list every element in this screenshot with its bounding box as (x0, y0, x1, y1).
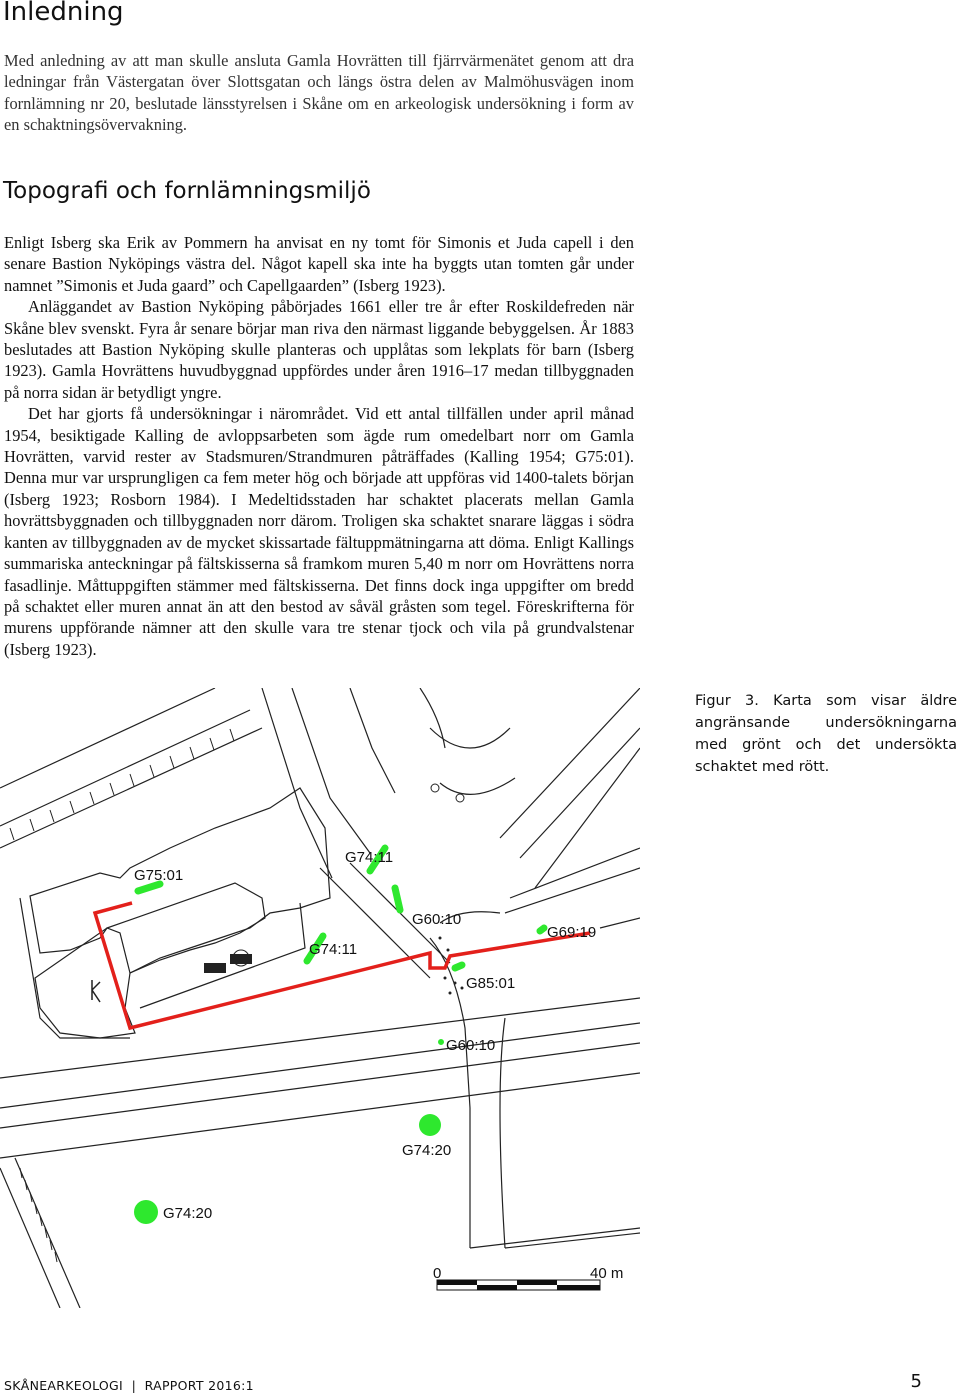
label-g74-11-top: G74:11 (345, 849, 394, 866)
label-g85-01: G85:01 (466, 975, 516, 992)
section-heading-inledning: Inledning (3, 0, 124, 27)
figure-caption: Figur 3. Karta som visar äldre angränsande undersökningarna med grönt och det undersökta schaktet med rött. (695, 693, 957, 775)
label-g69-19: G69:19 (547, 924, 597, 941)
g74-11-top-marker-b (395, 888, 400, 910)
g60-10-bottom-marker (439, 1040, 443, 1044)
scale-end: 40 m (590, 1265, 624, 1282)
g75-01-marker (138, 884, 160, 891)
paragraph: Det har gjorts få undersökningar i närområdet. Vid ett antal tillfällen under april månad 1954, besiktigade Kalling de avloppsarbeten som ägde rum omedelbart norr om Gamla Hovrätten, varvid rester av Stadsmuren/Strandmuren påträffades (Kalling 1954; G75:01). Denna mur var ursprungligen ca fem meter hög och började att uppföras vid 1400-talets början (Isberg 1923; Rosborn 1984). I Medeltidsstaden har schaktet placerats mellan Gamla hovrättsbyggnaden och tillbyggnaden norr därom. Troligen ska schaktet snarare läggas i södra kanten av tillbyggnaden av de mycket skissartade fältuppmätningarna att döma. Enligt Kallings summariska anteckningar på fältskisserna så framkom muren 5,40 m norr om Hovrättens norra fasadlinje. Måttuppgiften stämmer med fältskisserna. Det finns dock inga uppgifter om bredd på schaktet eller muren annat än att den bestod av såväl gråsten som tegel. Föreskrifterna för murens uppförande nämner att den skulle vara tre stenar tjock och vila på grundvalstenar (Isberg 1923). (4, 404, 634, 659)
footer-publication: SKÅNEARKEOLOGI | RAPPORT 2016:1 (4, 1378, 254, 1393)
g85-01-marker (455, 965, 462, 968)
scale-start: 0 (433, 1265, 442, 1282)
intro-paragraph: Med anledning av att man skulle ansluta Gamla Hovrätten till fjärrvärmenätet genom att dra ledningar från Västergatan över Slottsgatan och längs östra delen av Malmöhusvägen inom fornlämning nr 20, beslutade länsstyrelsen i Skåne om en arkeologisk undersökning i form av en schaktningsövervakning. (4, 51, 634, 134)
label-g60-10-bottom: G60:10 (446, 1037, 496, 1054)
north-arrow-icon (92, 980, 100, 1002)
label-g75-01: G75:01 (134, 867, 184, 884)
trench-outline (95, 903, 590, 1028)
paragraph: Anläggandet av Bastion Nyköping påbörjades 1661 eller tre år efter Roskildefreden när Skåne blev svenskt. Fyra år senare börjar man riva den närmast liggande bebyggelsen. År 1883 beslutades att Bastion Nyköping skulle planteras och upplåtas som lekplats för barn (Isberg 1923). Gamla Hovrättens huvudbyggnad uppfördes under åren 1916–17 medan tillbyggnaden på norra sidan är betydligt yngre. (4, 297, 634, 402)
map-lines (0, 688, 640, 1308)
paragraph: Enligt Isberg ska Erik av Pommern ha anvisat en ny tomt för Simonis et Juda capell i den senare Bastion Nyköpings västra del. Något kapell ska inte ha byggts utan tomten går under namnet ”Simonis et Juda gaard” och Capellgaarden” (Isberg 1923). (4, 233, 634, 295)
page-number: 5 (910, 1371, 922, 1392)
site-map (0, 688, 640, 1308)
label-g74-20-left: G74:20 (163, 1205, 213, 1222)
section-heading-topografi: Topografi och fornlämningsmiljö (3, 178, 371, 204)
g74-20-left-marker (134, 1200, 158, 1224)
map-labels (134, 849, 596, 1222)
label-g74-20-right: G74:20 (402, 1142, 452, 1159)
body-text (4, 232, 634, 660)
label-g74-11-mid: G74:11 (309, 941, 358, 958)
scale-bar (433, 1265, 623, 1290)
label-g60-10-top: G60:10 (412, 911, 462, 928)
g69-19-marker (540, 928, 544, 931)
g74-20-right-marker (419, 1114, 441, 1136)
